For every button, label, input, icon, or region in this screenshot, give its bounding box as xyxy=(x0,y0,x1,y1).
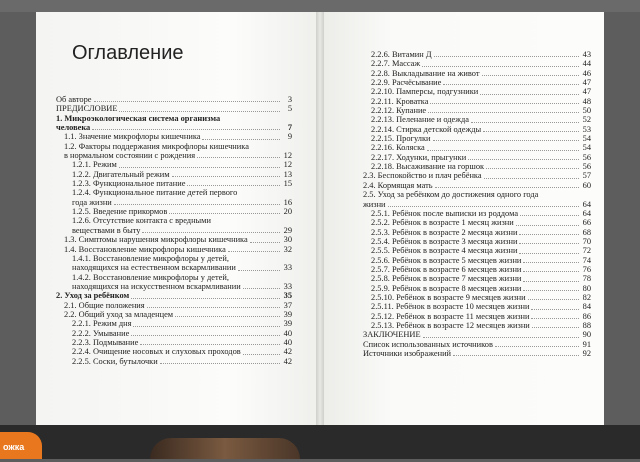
toc-entry-title: 2.5.12. Ребёнок в возрасте 11 месяцев жизни xyxy=(371,311,530,321)
toc-entry-title-cont: в нормальном состоянии с рождения xyxy=(64,151,196,161)
dot-leader xyxy=(119,111,280,112)
dot-leader xyxy=(482,75,579,76)
toc-entry[interactable] xyxy=(363,218,591,227)
dot-leader xyxy=(523,271,579,272)
dot-leader xyxy=(187,185,280,186)
toc-entry-title: 1.4.1. Восстановление микрофлоры у детей, xyxy=(72,253,229,263)
toc-entry-title: 2.5.13. Ребёнок в возрасте 12 месяцев жизни xyxy=(371,320,530,330)
toc-entry-page: 88 xyxy=(582,320,591,330)
toc-entry[interactable] xyxy=(56,216,292,235)
toc-entry[interactable] xyxy=(363,50,591,59)
dot-leader xyxy=(523,281,579,282)
toc-entry-title: 2.5.9. Ребёнок в возрасте 8 месяцев жизни xyxy=(371,283,522,293)
background-bottom xyxy=(0,425,640,459)
dot-leader xyxy=(388,206,579,207)
toc-entry-title: 2.4. Кормящая мать xyxy=(363,180,433,190)
toc-entry-title: 2.2.16. Коляска xyxy=(371,143,425,153)
toc-entry-title: 2.2.8. Выкладывание на живот xyxy=(371,68,480,78)
toc-entry-page: 90 xyxy=(582,330,591,340)
toc-entry-title: 2.2.17. Ходунки, прыгунки xyxy=(371,152,467,162)
toc-entry-title: 2.5.8. Ребёнок в возрасте 7 месяцев жизни xyxy=(371,274,522,284)
book-gutter xyxy=(316,12,324,427)
toc-entry[interactable] xyxy=(363,97,591,106)
toc-entry-title: 1.1. Значение микрофлоры кишечника xyxy=(64,132,201,142)
toc-entry-page: 64 xyxy=(582,199,591,209)
toc-entry-page: 52 xyxy=(582,115,591,125)
toc-entry-title: 1.4. Восстановление микрофлоры кишечника xyxy=(64,244,226,254)
toc-entry[interactable] xyxy=(363,87,591,96)
dot-leader xyxy=(484,178,579,179)
dot-leader xyxy=(243,354,280,355)
dot-leader xyxy=(471,122,579,123)
toc-entry[interactable] xyxy=(56,188,292,207)
dot-leader xyxy=(523,290,579,291)
toc-entry[interactable] xyxy=(363,171,591,180)
toc-entry-title: 2.2.12. Купание xyxy=(371,106,427,116)
toc-entry[interactable] xyxy=(56,114,292,133)
toc-entry[interactable] xyxy=(56,329,292,338)
toc-entry[interactable] xyxy=(56,179,292,188)
toc-entry[interactable] xyxy=(363,293,591,302)
toc-entry[interactable] xyxy=(56,254,292,273)
dot-leader xyxy=(435,187,579,188)
dot-leader xyxy=(516,225,579,226)
dot-leader xyxy=(443,84,579,85)
toc-entry-page: 42 xyxy=(283,347,292,357)
dot-leader xyxy=(486,168,579,169)
orange-badge xyxy=(0,432,42,459)
dot-leader xyxy=(202,139,280,140)
toc-entry-page: 54 xyxy=(582,143,591,153)
dot-leader xyxy=(172,176,280,177)
toc-entry-title: ПРЕДИСЛОВИЕ xyxy=(56,104,118,114)
toc-entry[interactable] xyxy=(363,59,591,68)
toc-entry-title: Источники изображений xyxy=(363,349,452,358)
toc-entry-page: 74 xyxy=(582,255,591,265)
toc-entry-page: 33 xyxy=(283,263,292,273)
toc-entry-title: 2.5. Уход за ребёнком до достижения одного года xyxy=(363,190,539,200)
dot-leader xyxy=(531,318,579,319)
toc-entry[interactable] xyxy=(56,104,292,113)
toc-entry[interactable] xyxy=(363,115,591,124)
toc-entry[interactable] xyxy=(363,284,591,293)
toc-entry-title: 2.2.9. Расчёсывание xyxy=(371,78,442,88)
toc-entry[interactable] xyxy=(363,265,591,274)
toc-entry-page: 37 xyxy=(283,300,292,310)
toc-entry[interactable] xyxy=(363,134,591,143)
orange-badge-label: ожка xyxy=(3,442,25,452)
toc-entry-page: 53 xyxy=(582,124,591,134)
toc-entry-page: 57 xyxy=(582,171,591,181)
dot-leader xyxy=(428,112,579,113)
toc-entry-page: 9 xyxy=(287,132,292,142)
toc-entry-title: 2.2. Общий уход за младенцем xyxy=(64,309,174,319)
toc-entry-title: 2.2.11. Кроватка xyxy=(371,96,429,106)
toc-entry[interactable] xyxy=(56,319,292,328)
toc-entry-title: 2.2.6. Витамин Д xyxy=(371,50,432,59)
dot-leader xyxy=(495,346,579,347)
dot-leader xyxy=(131,298,280,299)
toc-entry-title: 2. Уход за ребёнком xyxy=(56,291,130,301)
toc-entry-title: 1.2.1. Режим xyxy=(72,160,117,170)
toc-entry[interactable] xyxy=(56,301,292,310)
dot-leader xyxy=(453,355,579,356)
toc-entry[interactable] xyxy=(56,273,292,292)
toc-entry-title: 2.5.5. Ребёнок в возрасте 4 месяца жизни xyxy=(371,246,518,256)
dot-leader xyxy=(169,213,280,214)
toc-entry[interactable] xyxy=(56,347,292,356)
toc-entry[interactable] xyxy=(363,181,591,190)
toc-entry[interactable] xyxy=(56,95,292,104)
background-top xyxy=(0,0,640,12)
dot-leader xyxy=(423,337,579,338)
toc-entry[interactable] xyxy=(363,256,591,265)
toc-entry-page: 42 xyxy=(283,356,292,366)
dot-leader xyxy=(430,103,579,104)
toc-entry-page: 29 xyxy=(283,225,292,235)
dot-leader xyxy=(197,157,280,158)
toc-entry-title-cont: веществами в быту xyxy=(72,225,141,235)
toc-entry-page: 39 xyxy=(283,309,292,319)
toc-entry-page: 40 xyxy=(283,328,292,338)
toc-entry-page: 47 xyxy=(582,87,591,97)
toc-entry[interactable] xyxy=(56,235,292,244)
toc-entry-title: 2.5.10. Ребёнок в возрасте 9 месяцев жизни xyxy=(371,292,526,302)
toc-entry-page: 30 xyxy=(283,235,292,245)
toc-entry[interactable] xyxy=(363,349,591,358)
toc-entry-title: 2.2.18. Высаживание на горшок xyxy=(371,162,485,172)
dot-leader xyxy=(147,307,280,308)
toc-entry[interactable] xyxy=(363,302,591,311)
toc-entry-page: 86 xyxy=(582,311,591,321)
dot-leader xyxy=(483,131,579,132)
toc-entry[interactable] xyxy=(56,207,292,216)
toc-entry-title: 1.2.5. Введение прикормов xyxy=(72,207,168,217)
toc-entry[interactable] xyxy=(56,132,292,141)
background-photo xyxy=(150,438,300,459)
toc-entry-page: 44 xyxy=(582,59,591,69)
toc-entry-title: 2.2.13. Пеленание и одежда xyxy=(371,115,470,125)
dot-leader xyxy=(480,94,579,95)
toc-entry[interactable] xyxy=(56,357,292,366)
dot-leader xyxy=(433,140,579,141)
toc-entry-page: 72 xyxy=(582,246,591,256)
dot-leader xyxy=(427,150,579,151)
toc-entry-page: 91 xyxy=(582,339,591,349)
toc-entry-page: 43 xyxy=(582,50,591,59)
toc-entry-page: 12 xyxy=(283,151,292,161)
toc-entry[interactable] xyxy=(363,69,591,78)
toc-entry-title-cont: находящихся на искусственном вскармливании xyxy=(72,281,241,291)
toc-entry-page: 92 xyxy=(582,349,591,358)
toc-entry[interactable] xyxy=(363,228,591,237)
toc-entry-page: 46 xyxy=(582,68,591,78)
toc-entry[interactable] xyxy=(363,190,591,209)
toc-entry-page: 54 xyxy=(582,134,591,144)
toc-entry-title: Об авторе xyxy=(56,95,92,104)
dot-leader xyxy=(92,129,280,130)
toc-entry-title: 2.5.2. Ребёнок в возрасте 1 месяц жизни xyxy=(371,218,514,228)
toc-entry-page: 84 xyxy=(582,302,591,312)
toc-entry-title-cont: находящихся на естественном вскармливании xyxy=(72,263,236,273)
toc-entry-page: 35 xyxy=(283,291,292,301)
dot-leader xyxy=(528,299,579,300)
dot-leader xyxy=(532,327,579,328)
dot-leader xyxy=(523,262,579,263)
toc-entry-page: 16 xyxy=(283,197,292,207)
toc-entry-page: 40 xyxy=(283,337,292,347)
toc-entry[interactable] xyxy=(363,209,591,218)
toc-entry-page: 13 xyxy=(283,169,292,179)
toc-entry-title: 2.5.1. Ребёнок после выписки из роддома xyxy=(371,208,519,218)
toc-entry-title: 2.5.6. Ребёнок в возрасте 5 месяцев жизни xyxy=(371,255,522,265)
toc-entry-page: 60 xyxy=(582,180,591,190)
toc-entry-page: 12 xyxy=(283,160,292,170)
toc-entry-title-cont: человека xyxy=(56,123,91,133)
toc-entry-page: 76 xyxy=(582,264,591,274)
toc-entry-title: 1.2. Факторы поддержания микрофлоры кишечника xyxy=(64,141,249,151)
toc-entry[interactable] xyxy=(363,321,591,330)
toc-entry-page: 20 xyxy=(283,207,292,217)
dot-leader xyxy=(131,335,280,336)
toc-entry-page: 15 xyxy=(283,179,292,189)
toc-entry-title: 2.5.11. Ребёнок в возрасте 10 месяцев жизни xyxy=(371,302,530,312)
toc-entry[interactable] xyxy=(56,245,292,254)
toc-entry-page: 82 xyxy=(582,292,591,302)
toc-entry[interactable] xyxy=(363,125,591,134)
toc-entry-title: 2.3. Беспокойство и плач ребёнка xyxy=(363,171,482,181)
toc-entry[interactable] xyxy=(363,237,591,246)
toc-entry-title: 1.2.2. Двигательный режим xyxy=(72,169,170,179)
toc-entry-title: 2.2.3. Подмывание xyxy=(72,337,139,347)
toc-entry-page: 33 xyxy=(283,281,292,291)
dot-leader xyxy=(468,159,579,160)
toc-entry-page: 47 xyxy=(582,78,591,88)
toc-entry-title: 2.5.7. Ребёнок в возрасте 6 месяцев жизни xyxy=(371,264,522,274)
toc-entry-title: 2.5.4. Ребёнок в возрасте 3 месяца жизни xyxy=(371,236,518,246)
dot-leader xyxy=(119,167,280,168)
toc-entry-title: 2.1. Общие положения xyxy=(64,300,145,310)
dot-leader xyxy=(422,66,579,67)
toc-entry-title: 1. Микроэкологическая система организма xyxy=(56,113,221,123)
toc-entry-page: 39 xyxy=(283,319,292,329)
toc-entry[interactable] xyxy=(363,274,591,283)
toc-entry[interactable] xyxy=(56,170,292,179)
toc-entry-title-cont: года жизни xyxy=(72,197,112,207)
toc-entry-page: 3 xyxy=(287,95,292,104)
toc-entry-page: 7 xyxy=(287,123,292,133)
toc-entry-title: 1.4.2. Восстановление микрофлоры у детей, xyxy=(72,272,229,282)
dot-leader xyxy=(238,270,280,271)
toc-entry-page: 70 xyxy=(582,236,591,246)
toc-entry-page: 5 xyxy=(287,104,292,114)
toc-entry-title: 2.2.5. Соски, бутылочки xyxy=(72,356,158,366)
toc-entry[interactable] xyxy=(363,153,591,162)
toc-entry-title: 2.2.1. Режим дня xyxy=(72,319,132,329)
dot-leader xyxy=(94,101,280,102)
dot-leader xyxy=(140,344,280,345)
toc-entry-page: 66 xyxy=(582,218,591,228)
dot-leader xyxy=(175,316,280,317)
dot-leader xyxy=(519,253,579,254)
toc-entry-title: 2.2.14. Стирка детской одежды xyxy=(371,124,482,134)
dot-leader xyxy=(519,243,579,244)
toc-entry[interactable] xyxy=(56,338,292,347)
toc-entry-page: 56 xyxy=(582,162,591,172)
toc-entry[interactable] xyxy=(363,143,591,152)
toc-entry-page: 68 xyxy=(582,227,591,237)
toc-entry-page: 64 xyxy=(582,208,591,218)
dot-leader xyxy=(160,363,280,364)
toc-entry-title: 1.2.3. Функциональное питание xyxy=(72,179,186,189)
toc-entry-title: 1.2.6. Отсутствие контакта с вредными xyxy=(72,216,211,226)
toc-entry-title-cont: жизни xyxy=(363,199,386,209)
toc-entry[interactable] xyxy=(56,160,292,169)
toc-entry-title: 1.2.4. Функциональное питание детей первого xyxy=(72,188,238,198)
toc-entry-title: 2.5.3. Ребёнок в возрасте 2 месяца жизни xyxy=(371,227,518,237)
toc-entry-page: 48 xyxy=(582,96,591,106)
dot-leader xyxy=(243,288,280,289)
toc-entry-title: 2.2.15. Прогулки xyxy=(371,134,431,144)
toc-entry[interactable] xyxy=(363,162,591,171)
toc-right-column xyxy=(363,50,591,358)
dot-leader xyxy=(434,56,579,57)
page-title: Оглавление xyxy=(72,42,184,64)
toc-entry-title: 2.2.4. Очищение носовых и слуховых проходов xyxy=(72,347,241,357)
toc-entry[interactable] xyxy=(56,142,292,161)
dot-leader xyxy=(250,242,280,243)
toc-entry[interactable] xyxy=(363,78,591,87)
toc-entry-title: 1.3. Симптомы нарушения микрофлоры кишечника xyxy=(64,235,248,245)
dot-leader xyxy=(228,251,280,252)
dot-leader xyxy=(519,234,579,235)
toc-entry-title: 2.2.2. Умывание xyxy=(72,328,130,338)
toc-entry-page: 78 xyxy=(582,274,591,284)
toc-entry[interactable] xyxy=(363,106,591,115)
dot-leader xyxy=(531,309,579,310)
dot-leader xyxy=(520,215,579,216)
toc-entry-title: 2.2.7. Массаж xyxy=(371,59,421,69)
dot-leader xyxy=(114,204,280,205)
toc-entry-title: 2.2.10. Памперсы, подгузники xyxy=(371,87,479,97)
dot-leader xyxy=(133,326,280,327)
toc-entry[interactable] xyxy=(56,291,292,300)
toc-entry[interactable] xyxy=(363,330,591,339)
toc-entry-page: 32 xyxy=(283,244,292,254)
toc-entry[interactable] xyxy=(56,310,292,319)
toc-entry-title: ЗАКЛЮЧЕНИЕ xyxy=(363,330,421,340)
dot-leader xyxy=(142,232,280,233)
toc-left-column xyxy=(56,95,292,366)
toc-entry[interactable] xyxy=(363,312,591,321)
toc-entry-page: 50 xyxy=(582,106,591,116)
toc-entry-title: Список использованных источников xyxy=(363,339,493,349)
toc-entry-page: 56 xyxy=(582,152,591,162)
toc-entry-page: 80 xyxy=(582,283,591,293)
toc-entry[interactable] xyxy=(363,340,591,349)
toc-entry[interactable] xyxy=(363,246,591,255)
